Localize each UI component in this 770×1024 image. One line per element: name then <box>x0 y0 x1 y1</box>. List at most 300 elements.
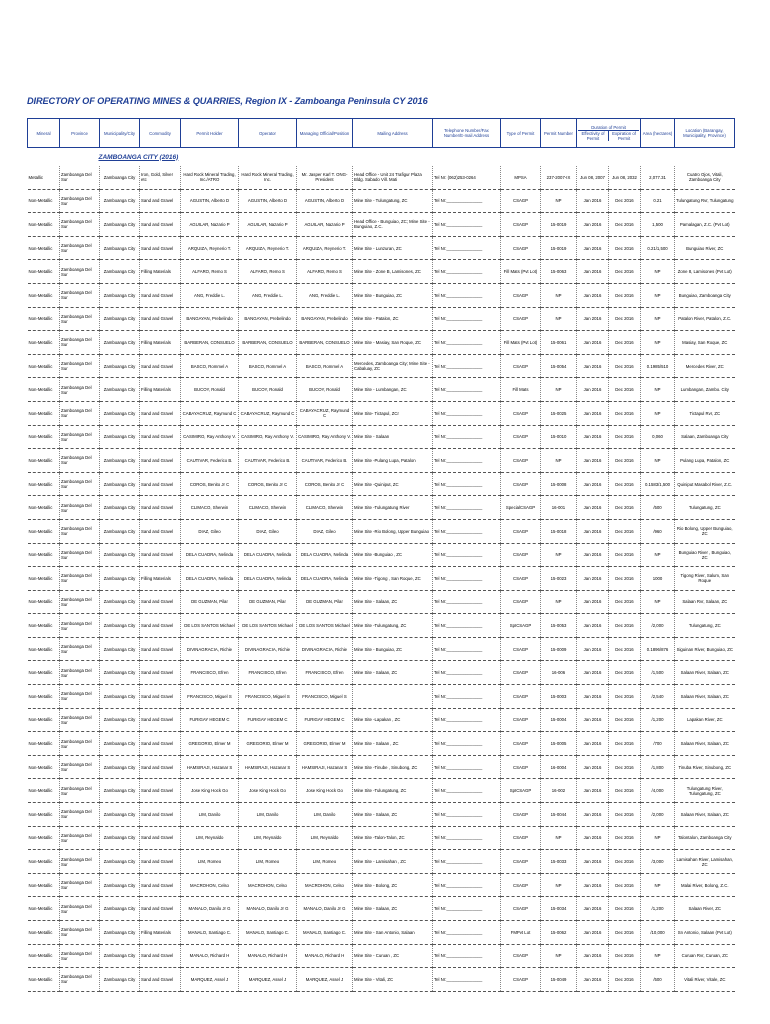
cell-telephone: Tel Nr:_______________ <box>433 732 501 756</box>
cell-telephone: Tel Nr:_______________ <box>433 873 501 897</box>
cell-effectivity: Jan 2016 <box>577 826 609 850</box>
cell-mineral: Non-Metallic <box>28 189 60 213</box>
cell-permit-holder: MANALO, Richard H <box>181 944 239 968</box>
cell-province: Zamboanga Del Sur <box>60 236 100 260</box>
cell-effectivity: Jan 2016 <box>577 944 609 968</box>
cell-permit-holder: DIAZ, Gileo <box>181 519 239 543</box>
cell-province: Zamboanga Del Sur <box>60 685 100 709</box>
cell-province: Zamboanga Del Sur <box>60 401 100 425</box>
page-title: DIRECTORY OF OPERATING MINES & QUARRIES, Region IX - Zamboanga Peninsula CY 2016 <box>27 96 428 106</box>
table-row <box>28 166 735 189</box>
cell-effectivity: Jun 08, 2007 <box>577 166 609 189</box>
cell-permit-number: NP <box>541 944 577 968</box>
cell-permit-holder: LIM, Reynaldo <box>181 826 239 850</box>
cell-type-of-permit: CSAGP <box>501 873 541 897</box>
table-row <box>28 968 735 992</box>
cell-type-of-permit: CSAGP <box>501 637 541 661</box>
table-row <box>28 803 735 827</box>
cell-permit-holder: MACROHON, Celso <box>181 873 239 897</box>
cell-managing-official: BARBERAN, CONSUELO <box>297 331 353 355</box>
cell-managing-official: MACROHON, Celso <box>297 873 353 897</box>
cell-province: Zamboanga Del Sur <box>60 590 100 614</box>
cell-managing-official: FRANCISCO, Efren <box>297 661 353 685</box>
cell-type-of-permit: Fill Mats (Pvt Lot) <box>501 260 541 284</box>
cell-area: /500 <box>641 968 675 992</box>
cell-telephone: Tel Nr:_______________ <box>433 708 501 732</box>
cell-permit-number: 15-0063 <box>541 260 577 284</box>
cell-mineral: Non-Metallic <box>28 944 60 968</box>
cell-type-of-permit: CSAGP <box>501 449 541 473</box>
cell-effectivity: Jan 2016 <box>577 590 609 614</box>
cell-permit-number: 15-0034 <box>541 897 577 921</box>
cell-permit-number: NP <box>541 189 577 213</box>
cell-operator: MACROHON, Celso <box>239 873 297 897</box>
cell-effectivity: Jan 2016 <box>577 401 609 425</box>
cell-permit-holder: FRANCISCO, Efren <box>181 661 239 685</box>
cell-permit-number: 16-002 <box>541 779 577 803</box>
cell-location: Tigong River, Salum, San Roque <box>675 567 735 591</box>
cell-province: Zamboanga Del Sur <box>60 496 100 520</box>
cell-expiration: Dec 2016 <box>609 354 641 378</box>
cell-mineral: Non-Metallic <box>28 755 60 779</box>
cell-permit-number: 15-0008 <box>541 472 577 496</box>
table-row <box>28 944 735 968</box>
cell-location: Salaan, Zamboanga City <box>675 425 735 449</box>
cell-province: Zamboanga Del Sur <box>60 803 100 827</box>
cell-province: Zamboanga Del Sur <box>60 944 100 968</box>
cell-commodity: Sand and Gravel <box>140 944 181 968</box>
cell-expiration: Dec 2016 <box>609 850 641 874</box>
cell-mineral: Non-Metallic <box>28 968 60 992</box>
cell-operator: DIAZ, Gileo <box>239 519 297 543</box>
cell-province: Zamboanga Del Sur <box>60 850 100 874</box>
cell-telephone: Tel Nr:_______________ <box>433 260 501 284</box>
cell-managing-official: BASCO, Rommel A <box>297 354 353 378</box>
cell-managing-official: COROS, Benito Jr C <box>297 472 353 496</box>
table-row <box>28 590 735 614</box>
cell-commodity: Sand and Gravel <box>140 873 181 897</box>
cell-managing-official: LIM, Danilo <box>297 803 353 827</box>
cell-permit-number: 15-0009 <box>541 637 577 661</box>
cell-location: Pamalagan, Z.C. (Pvt Lot) <box>675 213 735 237</box>
cell-area: /1,500 <box>641 661 675 685</box>
cell-location: Vitali River, Vitale, ZC <box>675 968 735 992</box>
cell-mailing-address: Mine Site - San Antonio, Salaan <box>353 921 433 945</box>
cell-expiration: Dec 2016 <box>609 496 641 520</box>
mines-directory-table <box>27 118 735 992</box>
cell-permit-number: 237-2007-IX <box>541 166 577 189</box>
cell-location: Salaan River, Salaan, ZC <box>675 803 735 827</box>
cell-mailing-address: Mine Site - Salaan <box>353 425 433 449</box>
cell-operator: DE GUZMAN, Pilar <box>239 590 297 614</box>
table-row <box>28 732 735 756</box>
cell-expiration: Dec 2016 <box>609 401 641 425</box>
cell-area: 0.21 <box>641 189 675 213</box>
cell-province: Zamboanga Del Sur <box>60 567 100 591</box>
cell-area: NP <box>641 826 675 850</box>
cell-mailing-address: Mine Site -Tulungatung, ZC <box>353 614 433 638</box>
cell-telephone: Tel Nr:_______________ <box>433 519 501 543</box>
cell-permit-holder: HAMSIRAJI, Hazanar S <box>181 755 239 779</box>
table-row <box>28 637 735 661</box>
cell-commodity: Sand and Gravel <box>140 850 181 874</box>
cell-municipality: Zamboanga City <box>100 307 140 331</box>
cell-operator: FURIGAY HEGEM C <box>239 708 297 732</box>
table-row <box>28 873 735 897</box>
cell-province: Zamboanga Del Sur <box>60 897 100 921</box>
cell-type-of-permit: CSAGP <box>501 732 541 756</box>
cell-municipality: Zamboanga City <box>100 968 140 992</box>
cell-managing-official: Mr. Jasper Karl T. ONG-President <box>297 166 353 189</box>
cell-municipality: Zamboanga City <box>100 378 140 402</box>
cell-effectivity: Jan 2016 <box>577 755 609 779</box>
cell-type-of-permit: FMPvt Lot <box>501 921 541 945</box>
cell-commodity: Sand and Gravel <box>140 897 181 921</box>
cell-mineral: Non-Metallic <box>28 803 60 827</box>
cell-commodity: Sand and Gravel <box>140 755 181 779</box>
cell-telephone: Tel Nr:_______________ <box>433 283 501 307</box>
cell-province: Zamboanga Del Sur <box>60 826 100 850</box>
table-row <box>28 685 735 709</box>
cell-telephone: Tel Nr:_______________ <box>433 331 501 355</box>
cell-commodity: Sand and Gravel <box>140 732 181 756</box>
cell-municipality: Zamboanga City <box>100 873 140 897</box>
cell-location: Malai River, Bolong, Z.C. <box>675 873 735 897</box>
cell-mineral: Non-Metallic <box>28 307 60 331</box>
table-row <box>28 779 735 803</box>
cell-effectivity: Jan 2016 <box>577 708 609 732</box>
cell-telephone: Tel Nr:_______________ <box>433 378 501 402</box>
cell-mailing-address: Mine Site - Salaan , ZC <box>353 732 433 756</box>
cell-mailing-address: Mine Site - Masiay, San Roque, ZC <box>353 331 433 355</box>
cell-permit-holder: LIM, Danilo <box>181 803 239 827</box>
cell-municipality: Zamboanga City <box>100 425 140 449</box>
cell-mailing-address: Mine Site - Salaan, ZC <box>353 803 433 827</box>
cell-permit-number: NP <box>541 378 577 402</box>
cell-managing-official: HAMSIRAJI, Hazanar S <box>297 755 353 779</box>
cell-municipality: Zamboanga City <box>100 567 140 591</box>
cell-type-of-permit: CSAGP <box>501 685 541 709</box>
cell-permit-holder: CLIMACO, Sherwin <box>181 496 239 520</box>
cell-operator: ALFARO, Remo S <box>239 260 297 284</box>
cell-municipality: Zamboanga City <box>100 779 140 803</box>
cell-managing-official: MARQUEZ, Assel J <box>297 968 353 992</box>
table-row <box>28 519 735 543</box>
cell-mineral: Non-Metallic <box>28 921 60 945</box>
cell-permit-holder: DELA CUADRA, Nelinda <box>181 567 239 591</box>
cell-area: NP <box>641 543 675 567</box>
cell-expiration: Dec 2016 <box>609 826 641 850</box>
cell-mailing-address: Mine Site -Quiniput, ZC <box>353 472 433 496</box>
cell-mineral: Non-Metallic <box>28 425 60 449</box>
cell-area: /700 <box>641 732 675 756</box>
cell-municipality: Zamboanga City <box>100 543 140 567</box>
cell-type-of-permit: Fill Mats <box>501 378 541 402</box>
cell-location: Sn Antonio, Salaan (Pvt Lot) <box>675 921 735 945</box>
cell-commodity: Sand and Gravel <box>140 543 181 567</box>
cell-commodity: Sand and Gravel <box>140 779 181 803</box>
cell-area: /1,200 <box>641 708 675 732</box>
cell-area: NP <box>641 590 675 614</box>
cell-mailing-address: Mine Site -Tigong , San Roque, ZC <box>353 567 433 591</box>
cell-province: Zamboanga Del Sur <box>60 213 100 237</box>
cell-municipality: Zamboanga City <box>100 166 140 189</box>
cell-managing-official: ARQUIZA, Reynerio T. <box>297 236 353 260</box>
cell-commodity: Sand and Gravel <box>140 425 181 449</box>
cell-mineral: Non-Metallic <box>28 213 60 237</box>
cell-telephone: Tel Nr:_______________ <box>433 354 501 378</box>
cell-effectivity: Jan 2016 <box>577 378 609 402</box>
cell-municipality: Zamboanga City <box>100 189 140 213</box>
cell-type-of-permit: CSAGP <box>501 472 541 496</box>
header-expiration: Expiration of Permit <box>612 131 636 141</box>
cell-mineral: Non-Metallic <box>28 567 60 591</box>
cell-permit-holder: BARBERAN, CONSUELO <box>181 331 239 355</box>
cell-expiration: Dec 2016 <box>609 708 641 732</box>
cell-permit-number: NP <box>541 307 577 331</box>
cell-location: Tulungatung River, Tulungatung, ZC <box>675 779 735 803</box>
cell-permit-holder: MANALO, Santiago C. <box>181 921 239 945</box>
table-row <box>28 213 735 237</box>
cell-area: 0.1583/1,500 <box>641 472 675 496</box>
table-row <box>28 283 735 307</box>
cell-effectivity: Jan 2016 <box>577 236 609 260</box>
header-province: Province <box>60 119 100 148</box>
cell-commodity: Sand and Gravel <box>140 401 181 425</box>
cell-expiration: Dec 2016 <box>609 260 641 284</box>
cell-telephone: Tel Nr:_______________ <box>433 826 501 850</box>
cell-permit-number: 16-006 <box>541 661 577 685</box>
cell-type-of-permit: CSAGP <box>501 968 541 992</box>
header-row <box>28 119 735 148</box>
cell-mineral: Non-Metallic <box>28 401 60 425</box>
table-row <box>28 189 735 213</box>
cell-operator: LIM, Romeo <box>239 850 297 874</box>
cell-mineral: Non-Metallic <box>28 236 60 260</box>
cell-location: Masiay, San Roque, ZC <box>675 331 735 355</box>
cell-area: NP <box>641 260 675 284</box>
cell-mailing-address <box>353 685 433 709</box>
cell-operator: BUCOY, Ronald <box>239 378 297 402</box>
cell-type-of-permit: Fill Mats (Pvt Lot) <box>501 331 541 355</box>
cell-province: Zamboanga Del Sur <box>60 260 100 284</box>
cell-mailing-address: Head Office - Bunguiao, ZC; Mine Site - Bunguiao, Z.C. <box>353 213 433 237</box>
cell-managing-official: MANALO, Santiago C. <box>297 921 353 945</box>
cell-effectivity: Jan 2016 <box>577 637 609 661</box>
cell-mineral: Non-Metallic <box>28 779 60 803</box>
cell-area: /3,000 <box>641 850 675 874</box>
cell-mineral: Non-Metallic <box>28 472 60 496</box>
cell-managing-official: ANG, Freddie L. <box>297 283 353 307</box>
cell-permit-holder: COROS, Benito Jr C <box>181 472 239 496</box>
cell-permit-number: 15-0023 <box>541 567 577 591</box>
cell-expiration: Dec 2016 <box>609 472 641 496</box>
cell-permit-holder: FRANCISCO, Miguel S <box>181 685 239 709</box>
cell-type-of-permit: CSAGP <box>501 803 541 827</box>
cell-permit-holder: BUCOY, Ronald <box>181 378 239 402</box>
cell-operator: Jose King Hock Go <box>239 779 297 803</box>
cell-permit-number: 15-0019 <box>541 213 577 237</box>
cell-managing-official: AGUSTIN, Alberto D <box>297 189 353 213</box>
cell-operator: COROS, Benito Jr C <box>239 472 297 496</box>
cell-province: Zamboanga Del Sur <box>60 449 100 473</box>
cell-mailing-address: Mine Site - Lamisahan , ZC <box>353 850 433 874</box>
cell-municipality: Zamboanga City <box>100 519 140 543</box>
cell-area: NP <box>641 944 675 968</box>
cell-mineral: Metallic <box>28 166 60 189</box>
cell-province: Zamboanga Del Sur <box>60 189 100 213</box>
header-area: Area (hectares) <box>641 119 675 148</box>
header-duration <box>577 119 641 148</box>
cell-effectivity: Jan 2016 <box>577 260 609 284</box>
cell-type-of-permit: CSAGP <box>501 189 541 213</box>
cell-operator: LIM, Reynaldo <box>239 826 297 850</box>
cell-permit-number: 15-0062 <box>541 921 577 945</box>
cell-telephone: Tel Nr:_______________ <box>433 401 501 425</box>
cell-permit-holder: ANG, Freddie L. <box>181 283 239 307</box>
cell-managing-official: DE GUZMAN, Pilar <box>297 590 353 614</box>
cell-permit-number: 15-0004 <box>541 708 577 732</box>
cell-location: Tictapul Rvr, ZC <box>675 401 735 425</box>
cell-type-of-permit: SpICSAGP <box>501 614 541 638</box>
cell-operator: GREGORIO, Elmer M <box>239 732 297 756</box>
cell-telephone: Tel Nr:_______________ <box>433 496 501 520</box>
cell-province: Zamboanga Del Sur <box>60 755 100 779</box>
cell-effectivity: Jan 2016 <box>577 519 609 543</box>
cell-operator: MARQUEZ, Assel J <box>239 968 297 992</box>
cell-effectivity: Jan 2016 <box>577 354 609 378</box>
cell-type-of-permit: CSAGP <box>501 567 541 591</box>
cell-commodity: Iron, Gold, Silver etc <box>140 166 181 189</box>
cell-effectivity: Jan 2016 <box>577 803 609 827</box>
cell-commodity: Sand and Gravel <box>140 449 181 473</box>
cell-permit-number: 15-0033 <box>541 850 577 874</box>
cell-telephone: Tel Nr:_______________ <box>433 567 501 591</box>
cell-expiration: Dec 2016 <box>609 283 641 307</box>
cell-expiration: Dec 2016 <box>609 921 641 945</box>
cell-location: Patalon River, Patalon, Z.C. <box>675 307 735 331</box>
cell-mailing-address: Mine Site - Bunguiao, ZC <box>353 283 433 307</box>
cell-managing-official: AGUILAR, Nazario P <box>297 213 353 237</box>
cell-commodity: Filling Materials <box>140 378 181 402</box>
cell-commodity: Sand and Gravel <box>140 590 181 614</box>
cell-expiration: Dec 2016 <box>609 637 641 661</box>
cell-type-of-permit: CSAGP <box>501 661 541 685</box>
cell-municipality: Zamboanga City <box>100 354 140 378</box>
cell-effectivity: Jan 2016 <box>577 543 609 567</box>
cell-location: Rio Bolong, Upper Bunguiao, ZC <box>675 519 735 543</box>
cell-expiration: Dec 2016 <box>609 873 641 897</box>
cell-permit-holder: MARQUEZ, Assel J <box>181 968 239 992</box>
cell-type-of-permit: CSAGP <box>501 850 541 874</box>
table-row <box>28 354 735 378</box>
table-row <box>28 921 735 945</box>
cell-mailing-address: Mine Site - Patalon, ZC <box>353 307 433 331</box>
table-row <box>28 378 735 402</box>
cell-permit-holder: DIVINAGRACIA, Richie <box>181 637 239 661</box>
cell-expiration: Dec 2016 <box>609 425 641 449</box>
cell-telephone: Tel Nr:_______________ <box>433 944 501 968</box>
cell-telephone: Tel Nr:_______________ <box>433 472 501 496</box>
cell-municipality: Zamboanga City <box>100 213 140 237</box>
cell-expiration: Dec 2016 <box>609 685 641 709</box>
header-mailing-address: Mailing Address <box>353 119 433 148</box>
cell-mailing-address: Mine Site -Bunguiao , ZC <box>353 543 433 567</box>
cell-mineral: Non-Metallic <box>28 378 60 402</box>
cell-location: Pulang Lupa, Patalon, ZC <box>675 449 735 473</box>
cell-permit-holder: ALFARO, Remo S <box>181 260 239 284</box>
cell-expiration: Dec 2016 <box>609 755 641 779</box>
cell-mineral: Non-Metallic <box>28 661 60 685</box>
cell-permit-holder: Jose King Hock Go <box>181 779 239 803</box>
cell-managing-official: DE LOS SANTOS Michael <box>297 614 353 638</box>
cell-area: 0.1985/510 <box>641 354 675 378</box>
cell-telephone: Tel Nr:_______________ <box>433 921 501 945</box>
cell-expiration: Dec 2016 <box>609 897 641 921</box>
table-row <box>28 260 735 284</box>
cell-managing-official: FURIGAY HEGEM C <box>297 708 353 732</box>
cell-location: Salaan River, ZC <box>675 897 735 921</box>
cell-operator: DELA CUADRA, Nelinda <box>239 567 297 591</box>
cell-permit-number: 15-0044 <box>541 803 577 827</box>
cell-area: NP <box>641 307 675 331</box>
table-row <box>28 661 735 685</box>
cell-location: Bunguiao River, ZC <box>675 236 735 260</box>
cell-municipality: Zamboanga City <box>100 449 140 473</box>
cell-permit-holder: CABAYACRUZ, Raymund C <box>181 401 239 425</box>
cell-permit-holder: FURIGAY HEGEM C <box>181 708 239 732</box>
cell-effectivity: Jan 2016 <box>577 567 609 591</box>
cell-permit-number: 15-0025 <box>541 401 577 425</box>
cell-operator: AGUSTIN, Alberto D <box>239 189 297 213</box>
cell-permit-number: 15-0053 <box>541 614 577 638</box>
cell-mailing-address: Mine Site -Tulungatung River <box>353 496 433 520</box>
cell-commodity: Sand and Gravel <box>140 519 181 543</box>
cell-area: /2,000 <box>641 614 675 638</box>
cell-permit-number: 15-0049 <box>541 968 577 992</box>
table-row <box>28 307 735 331</box>
cell-location: Salaan River, Salaan, ZC <box>675 685 735 709</box>
cell-effectivity: Jan 2016 <box>577 661 609 685</box>
cell-operator: ARQUIZA, Reynerio T. <box>239 236 297 260</box>
cell-permit-number: 15-0010 <box>541 425 577 449</box>
cell-effectivity: Jan 2016 <box>577 331 609 355</box>
cell-managing-official: Jose King Hock Go <box>297 779 353 803</box>
cell-operator: DELA CUADRA, Nelinda <box>239 543 297 567</box>
cell-area: 0.21/1,500 <box>641 236 675 260</box>
cell-effectivity: Jan 2016 <box>577 213 609 237</box>
cell-area: /2,540 <box>641 685 675 709</box>
cell-area: NP <box>641 449 675 473</box>
cell-managing-official: DELA CUADRA, Nelinda <box>297 543 353 567</box>
header-effectivity: Effectivity of Permit <box>578 131 609 141</box>
cell-area: /10,000 <box>641 921 675 945</box>
cell-permit-number: 15-0005 <box>541 732 577 756</box>
cell-permit-number: NP <box>541 590 577 614</box>
cell-managing-official: BUCOY, Ronald <box>297 378 353 402</box>
cell-type-of-permit: CSAGP <box>501 425 541 449</box>
cell-managing-official: CABAYACRUZ, Raymund C <box>297 401 353 425</box>
cell-commodity: Sand and Gravel <box>140 213 181 237</box>
cell-effectivity: Jan 2016 <box>577 449 609 473</box>
table-row <box>28 472 735 496</box>
cell-permit-number: 15-0019 <box>541 236 577 260</box>
cell-location: Siguinan River, Bunguiao, ZC <box>675 637 735 661</box>
cell-telephone: Tel Nr:_______________ <box>433 968 501 992</box>
cell-operator: FRANCISCO, Miguel S <box>239 685 297 709</box>
cell-commodity: Sand and Gravel <box>140 614 181 638</box>
cell-area: /960 <box>641 519 675 543</box>
